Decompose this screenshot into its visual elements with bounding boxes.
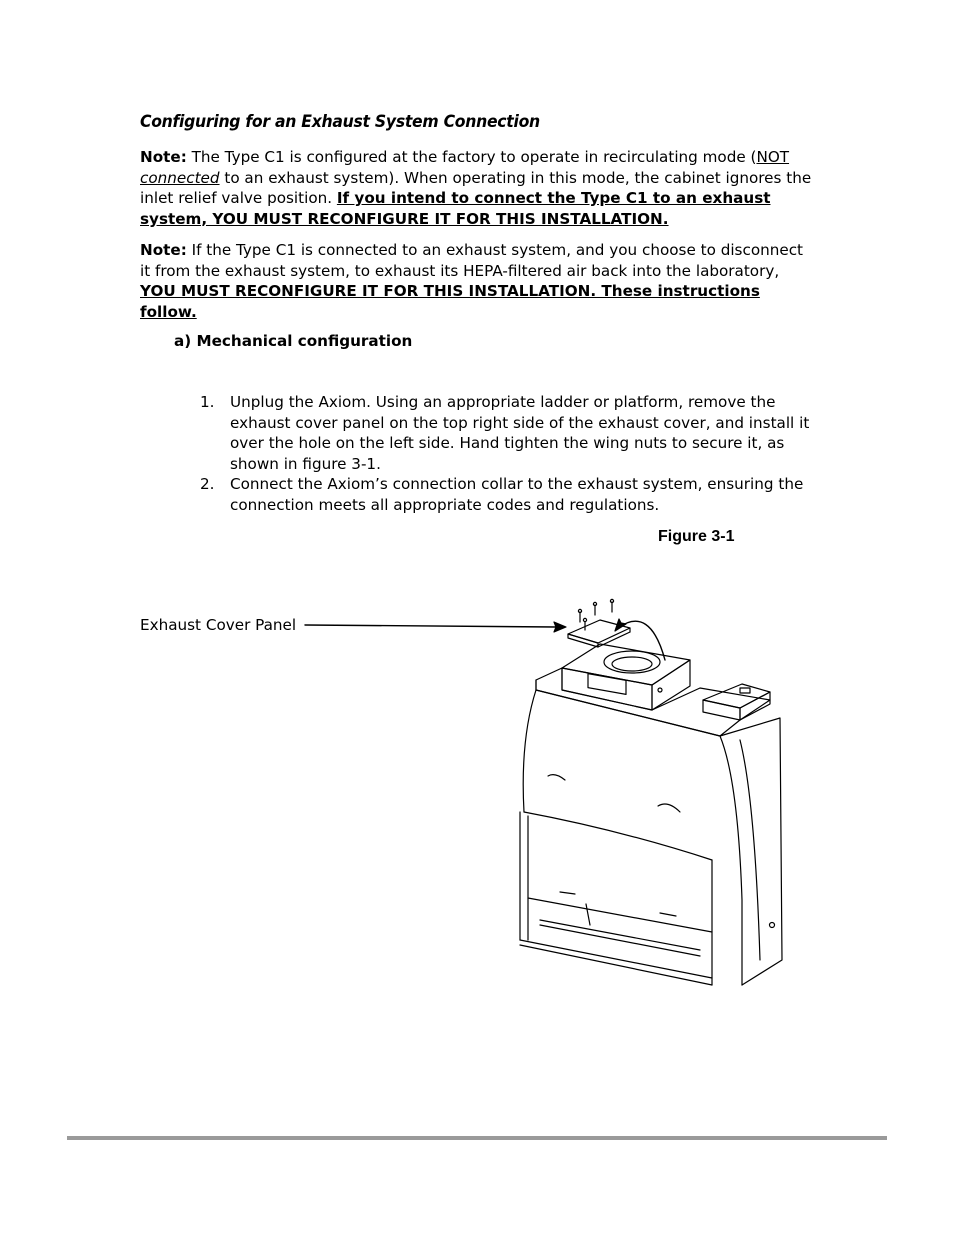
section-heading: Configuring for an Exhaust System Connection <box>140 112 540 132</box>
cabinet-top <box>536 668 770 736</box>
note-label: Note: <box>140 148 187 166</box>
callout-label: Exhaust Cover Panel <box>140 616 297 634</box>
reconfigure-warning: If you intend to connect the Type C1 to an exhaust system, YOU MUST RECONFIGURE IT FOR THIS INSTALLATION. <box>140 189 771 228</box>
footer-rule <box>67 1136 887 1140</box>
callout-arrow <box>305 619 665 660</box>
list-item: 2. Connect the Axiom’s connection collar to the exhaust system, ensuring the connection meets all appropriate codes and regulations. <box>200 475 804 514</box>
exhaust-housing <box>562 644 690 710</box>
subheading: a) Mechanical configuration <box>174 332 413 350</box>
note-paragraph-2: Note: If the Type C1 is connected to an exhaust system, and you choose to disconnect it from the exhaust system, to exhaust its HEPA-filtered air back into the laboratory, YOU MUST RECONFIGURE IT FOR THIS INSTALLATION. These instructions follow. <box>140 241 804 321</box>
figure-label: Figure 3-1 <box>658 528 735 545</box>
not-text: NOT <box>756 148 790 166</box>
cabinet-body <box>520 690 782 985</box>
connected-text: connected <box>140 168 220 187</box>
note-label: Note: <box>140 241 187 259</box>
reconfigure-warning: YOU MUST RECONFIGURE IT FOR THIS INSTALLATION. These instructions follow. <box>140 282 760 321</box>
note-paragraph-1: Note: The Type C1 is configured at the factory to operate in recirculating mode (NOT connected to an exhaust system). When operating in this mode, the cabinet ignores the inlet relief valve position. If you intend to connect the Type C1 to an exhaust system, YOU MUST RECONFIGURE IT FOR THIS INSTALLATION. <box>140 148 812 228</box>
list-item: 1. Unplug the Axiom. Using an appropriate ladder or platform, remove the exhaust cover panel on the top right side of the exhaust cover, and install it over the hole on the left side. Hand tighten the wing nuts to secure it, as shown in figure 3-1. <box>200 393 810 473</box>
